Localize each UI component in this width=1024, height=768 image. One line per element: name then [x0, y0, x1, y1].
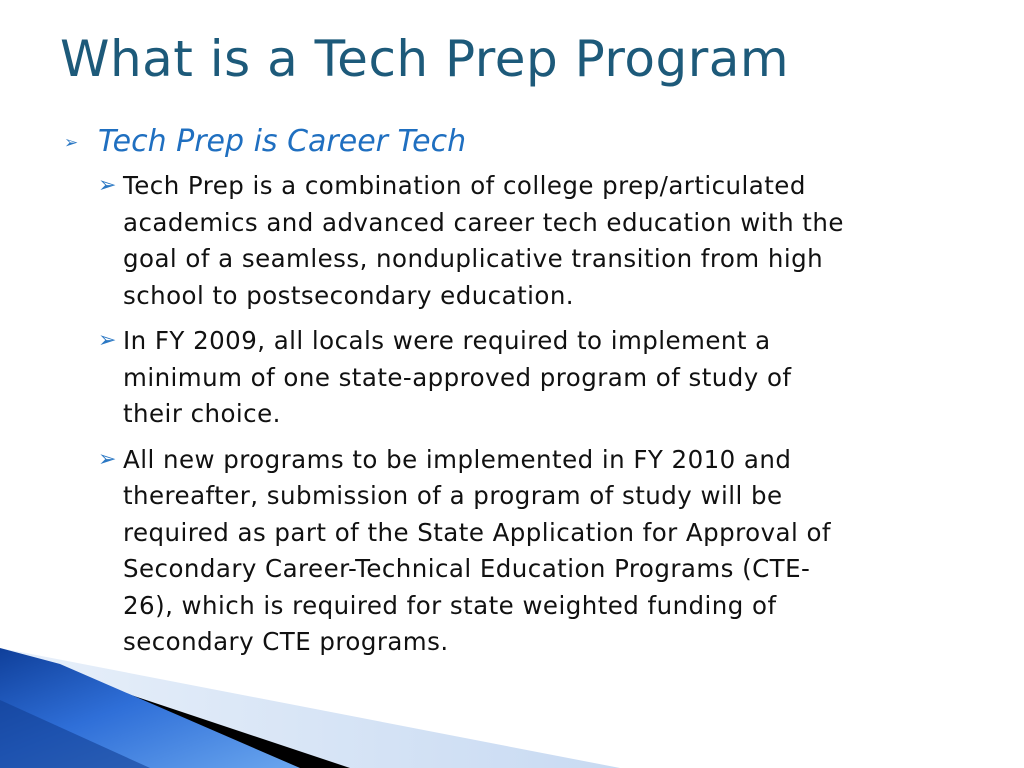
sub-bullet-list — [62, 168, 962, 661]
bullet-text-line: school to postsecondary education. — [123, 280, 575, 310]
slide-content — [62, 122, 962, 670]
arrow-bullet-icon: ➢ — [98, 328, 117, 353]
sub-bullet-item — [98, 323, 962, 433]
bullet-text-line: In FY 2009, all locals were required to implement a — [123, 326, 771, 355]
bullet-text-line: academics and advanced career tech education with the — [123, 207, 844, 237]
sub-bullet-item — [98, 168, 962, 314]
bullet-text-line: 26), which is required for state weighted funding of — [123, 590, 777, 620]
arrow-bullet-icon: ➢ — [98, 446, 117, 472]
slide-title: What is a Tech Prep Program — [60, 30, 790, 88]
arrow-bullet-icon: ➢ — [64, 133, 79, 153]
level1-text: Tech Prep is Career Tech — [98, 124, 467, 159]
bullet-text-line: Tech Prep is a combination of college prep/articulated — [123, 171, 806, 200]
bullet-level1 — [62, 122, 962, 162]
bullet-text-line: goal of a seamless, nonduplicative transition from high — [123, 244, 824, 273]
sub-bullet-item — [98, 442, 962, 661]
bullet-text-line: All new programs to be implemented in FY 2010 and — [123, 444, 792, 474]
bullet-text-line: their choice. — [123, 399, 281, 428]
bullet-text-line: minimum of one state-approved program of study of — [123, 362, 792, 392]
arrow-bullet-icon: ➢ — [98, 173, 117, 198]
bullet-text-line: secondary CTE programs. — [123, 627, 449, 656]
bullet-text-line: thereafter, submission of a program of study will be — [123, 481, 783, 510]
bullet-text-line: Secondary Career-Technical Education Programs (CTE- — [123, 554, 811, 583]
bullet-text-line: required as part of the State Application for Approval of — [123, 517, 831, 547]
